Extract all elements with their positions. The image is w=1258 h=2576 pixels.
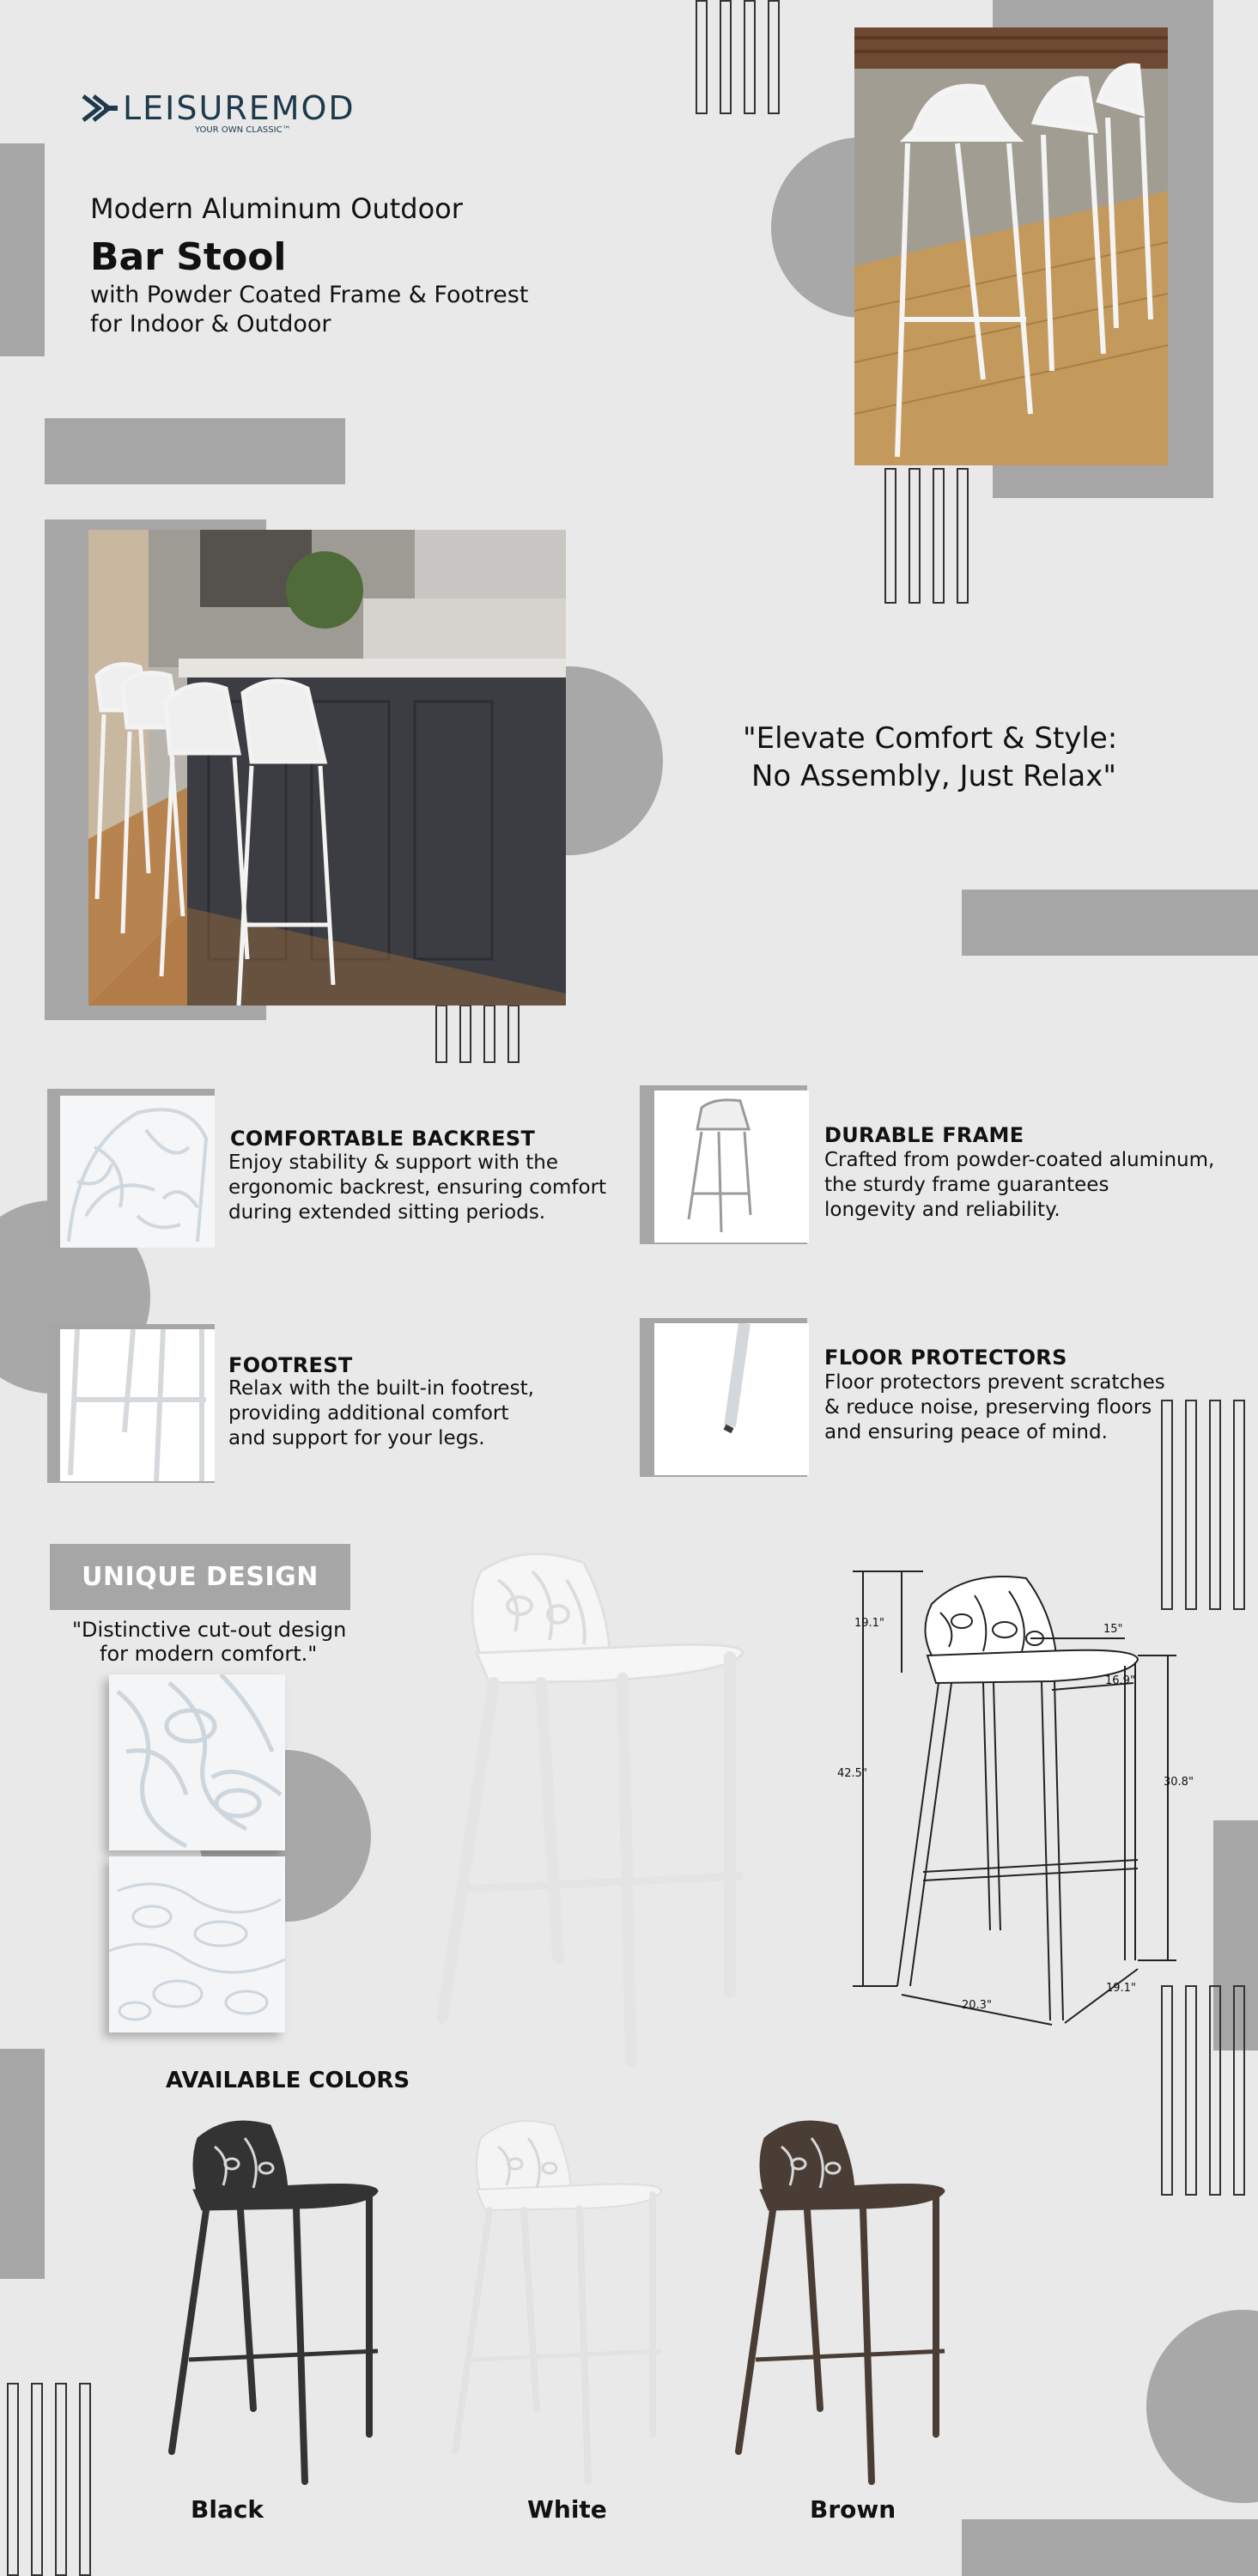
feature-image-footrest xyxy=(60,1329,215,1481)
feature-title-backrest: COMFORTABLE BACKREST xyxy=(230,1127,536,1151)
deco-rect-left-colors xyxy=(0,2049,45,2279)
feature-text-protectors-line3: and ensuring peace of mind. xyxy=(824,1421,1108,1443)
feature-text-backrest xyxy=(228,1151,632,1225)
quote-line1: "Elevate Comfort & Style: xyxy=(743,721,1118,756)
feature-text-footrest xyxy=(228,1376,632,1451)
header-line1: Modern Aluminum Outdoor xyxy=(90,192,463,225)
dim-base-width: 20.3" xyxy=(962,1999,992,2012)
quote-line2: No Assembly, Just Relax" xyxy=(751,759,1117,793)
color-label-black: Black xyxy=(191,2495,264,2524)
deco-stripes-hero-bottom xyxy=(884,468,969,604)
kitchen-photo xyxy=(88,530,566,1005)
brand-logo xyxy=(82,89,408,141)
closeup-image-bottom xyxy=(109,1856,285,2032)
page-title: Bar Stool xyxy=(90,235,287,279)
dim-seat-height: 30.8" xyxy=(1164,1776,1194,1789)
dim-backrest: 19.1" xyxy=(854,1617,884,1630)
brand-mark-icon xyxy=(82,93,119,124)
color-label-brown: Brown xyxy=(810,2495,896,2524)
feature-title-frame: DURABLE FRAME xyxy=(824,1123,1024,1147)
feature-text-footrest-line3: and support for your legs. xyxy=(228,1427,485,1449)
feature-text-backrest-line3: during extended sitting periods. xyxy=(228,1201,546,1224)
feature-text-protectors-line1: Floor protectors prevent scratches xyxy=(824,1371,1165,1394)
feature-image-frame xyxy=(654,1091,809,1242)
hero-photo xyxy=(854,27,1168,465)
header-line4: for Indoor & Outdoor xyxy=(90,311,331,337)
feature-text-frame-line2: the sturdy frame guarantees xyxy=(824,1174,1109,1196)
dimension-diagram xyxy=(837,1552,1194,2033)
color-swatch-brown xyxy=(734,2112,957,2490)
deco-stripes-bottom-left xyxy=(7,2383,91,2576)
feature-text-frame xyxy=(824,1148,1228,1223)
unique-quote-line1: "Distinctive cut-out design xyxy=(72,1618,347,1642)
product-image-white-large xyxy=(429,1546,756,2069)
deco-stripes-top xyxy=(696,0,780,114)
color-swatch-black xyxy=(167,2112,391,2490)
unique-design-label: UNIQUE DESIGN xyxy=(82,1562,319,1592)
feature-image-backrest xyxy=(60,1096,215,1248)
dim-total-height: 42.5" xyxy=(837,1767,867,1780)
feature-title-protectors: FLOOR PROTECTORS xyxy=(824,1346,1067,1370)
deco-rect-header xyxy=(45,418,345,484)
feature-image-protectors xyxy=(654,1323,809,1475)
unique-design-badge xyxy=(50,1544,350,1610)
feature-text-footrest-line2: providing additional comfort xyxy=(228,1402,509,1425)
brand-tagline: YOUR OWN CLASSIC™ xyxy=(195,125,291,135)
deco-rect-left-top xyxy=(0,143,45,356)
feature-text-frame-line3: longevity and reliability. xyxy=(824,1199,1060,1221)
feature-title-footrest: FOOTREST xyxy=(228,1353,353,1377)
deco-circle-bottom-right xyxy=(1146,2310,1258,2503)
color-swatch-white xyxy=(451,2112,674,2490)
header-line3: with Powder Coated Frame & Footrest xyxy=(90,282,529,308)
feature-text-backrest-line2: ergonomic backrest, ensuring comfort xyxy=(228,1176,607,1199)
dim-seat-width: 15" xyxy=(1103,1623,1123,1636)
feature-text-footrest-line1: Relax with the built-in footrest, xyxy=(228,1377,534,1400)
feature-text-protectors xyxy=(824,1370,1228,1445)
brand-name: LEISUREMOD xyxy=(123,89,356,127)
color-label-white: White xyxy=(527,2495,607,2524)
deco-rect-bottom-right xyxy=(962,2519,1258,2576)
colors-heading: AVAILABLE COLORS xyxy=(166,2068,410,2093)
feature-text-protectors-line2: & reduce noise, preserving floors xyxy=(824,1396,1152,1419)
unique-quote-line2: for modern comfort." xyxy=(100,1642,318,1666)
feature-text-frame-line1: Crafted from powder-coated aluminum, xyxy=(824,1149,1215,1171)
deco-rect-quote xyxy=(962,890,1258,956)
dim-base-depth: 19.1" xyxy=(1106,1982,1136,1995)
closeup-image-top xyxy=(109,1674,285,1850)
feature-text-backrest-line1: Enjoy stability & support with the xyxy=(228,1151,559,1174)
dim-seat-depth: 16.9" xyxy=(1105,1674,1135,1687)
deco-stripes-kitchen xyxy=(435,1005,520,1063)
